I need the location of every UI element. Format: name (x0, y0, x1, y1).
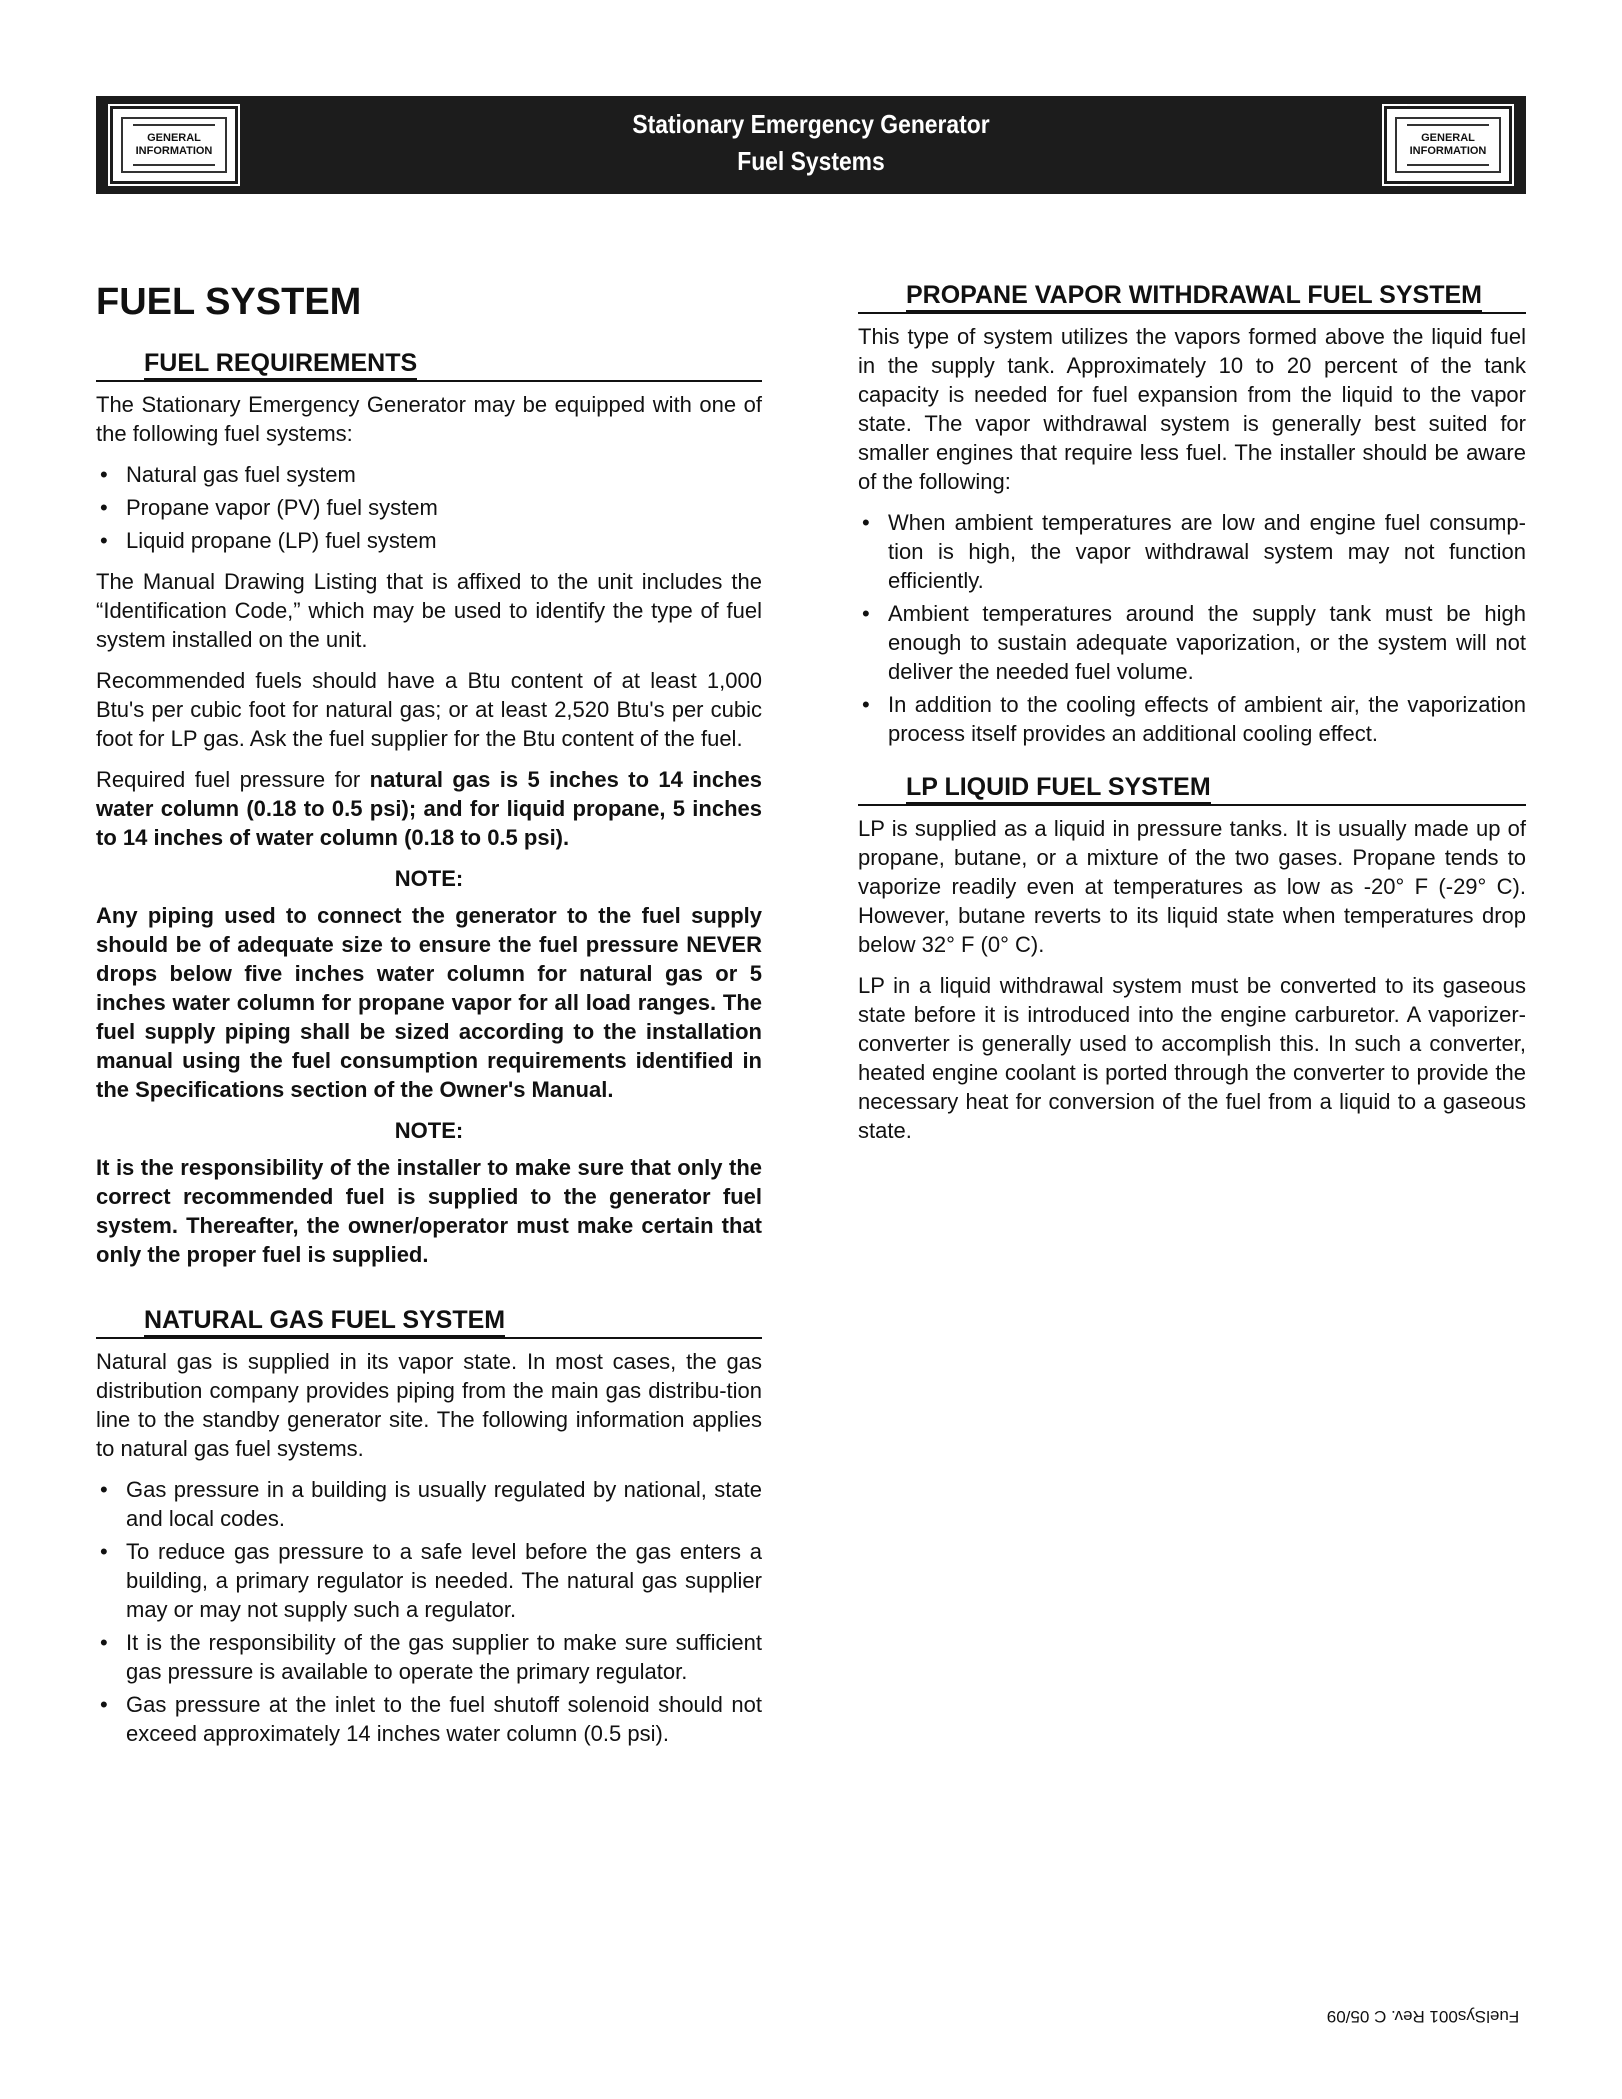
list-item: • It is the responsibility of the gas supplier to make sure sufficient gas pressure is available to operate the primary regulator. (100, 1630, 762, 1684)
section-heading-propane-vapor (858, 280, 1526, 314)
list-item: • In addition to the cooling effects of ambient air, the vaporization process itself provides an additional cooling effect. (862, 692, 1526, 746)
list-item: • Propane vapor (PV) fuel system (100, 495, 438, 520)
list-item-text: It is the responsibility of the gas supplier to make sure sufficient gas pressure is available to operate the primary regulator. (126, 1630, 762, 1684)
note-installer-responsibility: It is the responsibility of the installer to make sure that only the correct recommended fuel is supplied to the generator fuel system. Thereafter, the owner/operator must make certain that only the proper fuel is supplied. (96, 1155, 762, 1267)
list-item: • Gas pressure at the inlet to the fuel shutoff solenoid should not exceed approximately 14 inches water column (0.5 psi). (100, 1692, 762, 1746)
list-item: • To reduce gas pressure to a safe level before the gas enters a building, a primary regulator is needed. The natural gas supplier may or may not supply such a regulator. (100, 1539, 762, 1622)
list-item-text: Propane vapor (PV) fuel system (126, 495, 438, 520)
right-column (858, 280, 1526, 1157)
fuel-pressure-paragraph (96, 765, 762, 852)
list-item-text: Ambient temperatures around the supply tank must be high enough to sustain adequate vaporization, or the system will not deliver the needed fuel volume. (888, 601, 1526, 684)
general-information-badge-right (1384, 106, 1512, 184)
badge-right-line2: INFORMATION (1409, 145, 1487, 157)
list-item-text: When ambient temperatures are low and engine fuel consump-tion is high, the vapor withdrawal system may not function efficiently. (888, 510, 1526, 593)
list-item-text: Gas pressure at the inlet to the fuel shutoff solenoid should not exceed approximately 14 inches water column (0.5 psi). (126, 1692, 762, 1746)
list-item-text: Gas pressure in a building is usually regulated by national, state and local codes. (126, 1477, 762, 1531)
natural-gas-intro: Natural gas is supplied in its vapor state. In most cases, the gas distribution company provides piping from the main gas distribu-tion line to the standby generator site. The following information applies to natural gas fuel systems. (96, 1349, 762, 1461)
propane-vapor-heading-text: PROPANE VAPOR WITHDRAWAL FUEL SYSTEM (906, 280, 1482, 312)
badge-right-line1: GENERAL (1421, 132, 1475, 144)
section-heading-lp-liquid (858, 772, 1526, 806)
section-heading-fuel-requirements (96, 348, 762, 382)
propane-vapor-list (858, 508, 1526, 748)
lp-liquid-heading-text: LP LIQUID FUEL SYSTEM (906, 772, 1211, 804)
fuel-systems-list (96, 460, 762, 555)
list-item-text: To reduce gas pressure to a safe level before the gas enters a building, a primary regulator is needed. The natural gas supplier may or may not supply such a regulator. (126, 1539, 762, 1622)
note-label: NOTE: (394, 1118, 464, 1143)
list-item-text: In addition to the cooling effects of ambient air, the vaporization process itself provides an additional cooling effect. (888, 692, 1526, 746)
list-item: • Natural gas fuel system (100, 462, 356, 487)
document-code-footer: FuelSys001 Rev. C 05/09 (1326, 2007, 1520, 2026)
fuel-pressure-lead: Required fuel pressure for (96, 767, 370, 792)
note-piping: Any piping used to connect the generator to the fuel supply should be of adequate size to ensure the fuel pressure NEVER drops below five inches water column for natural gas or 5 inches water column for propane vapor for all load ranges. The fuel supply piping shall be sized according to the installation manual using the fuel consumption requirements identified in the Specifications section of the Owner's Manual. (96, 903, 762, 1102)
left-column (96, 280, 762, 1760)
natural-gas-heading-text: NATURAL GAS FUEL SYSTEM (144, 1305, 505, 1337)
general-information-badge-left (110, 106, 238, 184)
list-item-text: Liquid propane (LP) fuel system (126, 528, 437, 553)
badge-left-line2: INFORMATION (135, 145, 213, 157)
natural-gas-list (96, 1475, 762, 1748)
list-item-text: Natural gas fuel system (126, 462, 356, 487)
note-label: NOTE: (394, 866, 464, 891)
btu-content-paragraph: Recommended fuels should have a Btu content of at least 1,000 Btu's per cubic foot for natural gas; or at least 2,520 Btu's per cubic foot for LP gas. Ask the fuel supplier for the Btu content of the fuel. (96, 668, 762, 751)
identification-code-paragraph: The Manual Drawing Listing that is affixed to the unit includes the “Identification Code,” which may be used to identify the type of fuel system installed on the unit. (96, 569, 762, 652)
header-title (446, 106, 1176, 180)
badge-left-line1: GENERAL (147, 132, 201, 144)
fuel-requirements-intro: The Stationary Emergency Generator may be equipped with one of the following fuel systems: (96, 392, 762, 446)
lp-liquid-paragraph-2: LP in a liquid withdrawal system must be converted to its gaseous state before it is introduced into the engine carburetor. A vaporizer-converter is generally used to accomplish this. In such a converter, heated engine coolant is ported through the converter to provide the necessary heat for conversion of the fuel from a liquid to a gaseous state. (858, 973, 1526, 1143)
lp-liquid-paragraph-1: LP is supplied as a liquid in pressure tanks. It is usually made up of propane, butane, or a mixture of the two gases. Propane tends to vaporize readily even at temperatures as low as -20° F (-29° C). However, butane reverts to its liquid state when temperatures drop below 32° F (0° C). (858, 816, 1526, 957)
propane-vapor-intro: This type of system utilizes the vapors formed above the liquid fuel in the supply tank. Approximately 10 to 20 percent of the tank capacity is needed for fuel expansion from the liquid to the vapor state. The vapor withdrawal system is generally best suited for smaller engines that require less fuel. The installer should be aware of the following: (858, 324, 1526, 494)
fuel-requirements-heading-text: FUEL REQUIREMENTS (144, 348, 417, 380)
fuel-pressure-bold: natural gas is 5 inches to 14 inches water column (0.18 to 0.5 psi); and for liquid propane, 5 inches to 14 inches of water column (0.18 to 0.5 psi). (96, 767, 762, 850)
header-bar (96, 96, 1526, 194)
section-heading-natural-gas (96, 1305, 762, 1339)
list-item: • When ambient temperatures are low and engine fuel consump-tion is high, the vapor withdrawal system may not function efficiently. (862, 510, 1526, 593)
list-item: • Liquid propane (LP) fuel system (100, 528, 437, 553)
header-title-line2: Fuel Systems (737, 146, 885, 176)
page-title: FUEL SYSTEM (96, 281, 362, 323)
header-title-line1: Stationary Emergency Generator (632, 109, 990, 139)
list-item: • Gas pressure in a building is usually regulated by national, state and local codes. (100, 1477, 762, 1531)
list-item: • Ambient temperatures around the supply tank must be high enough to sustain adequate vaporization, or the system will not deliver the needed fuel volume. (862, 601, 1526, 684)
